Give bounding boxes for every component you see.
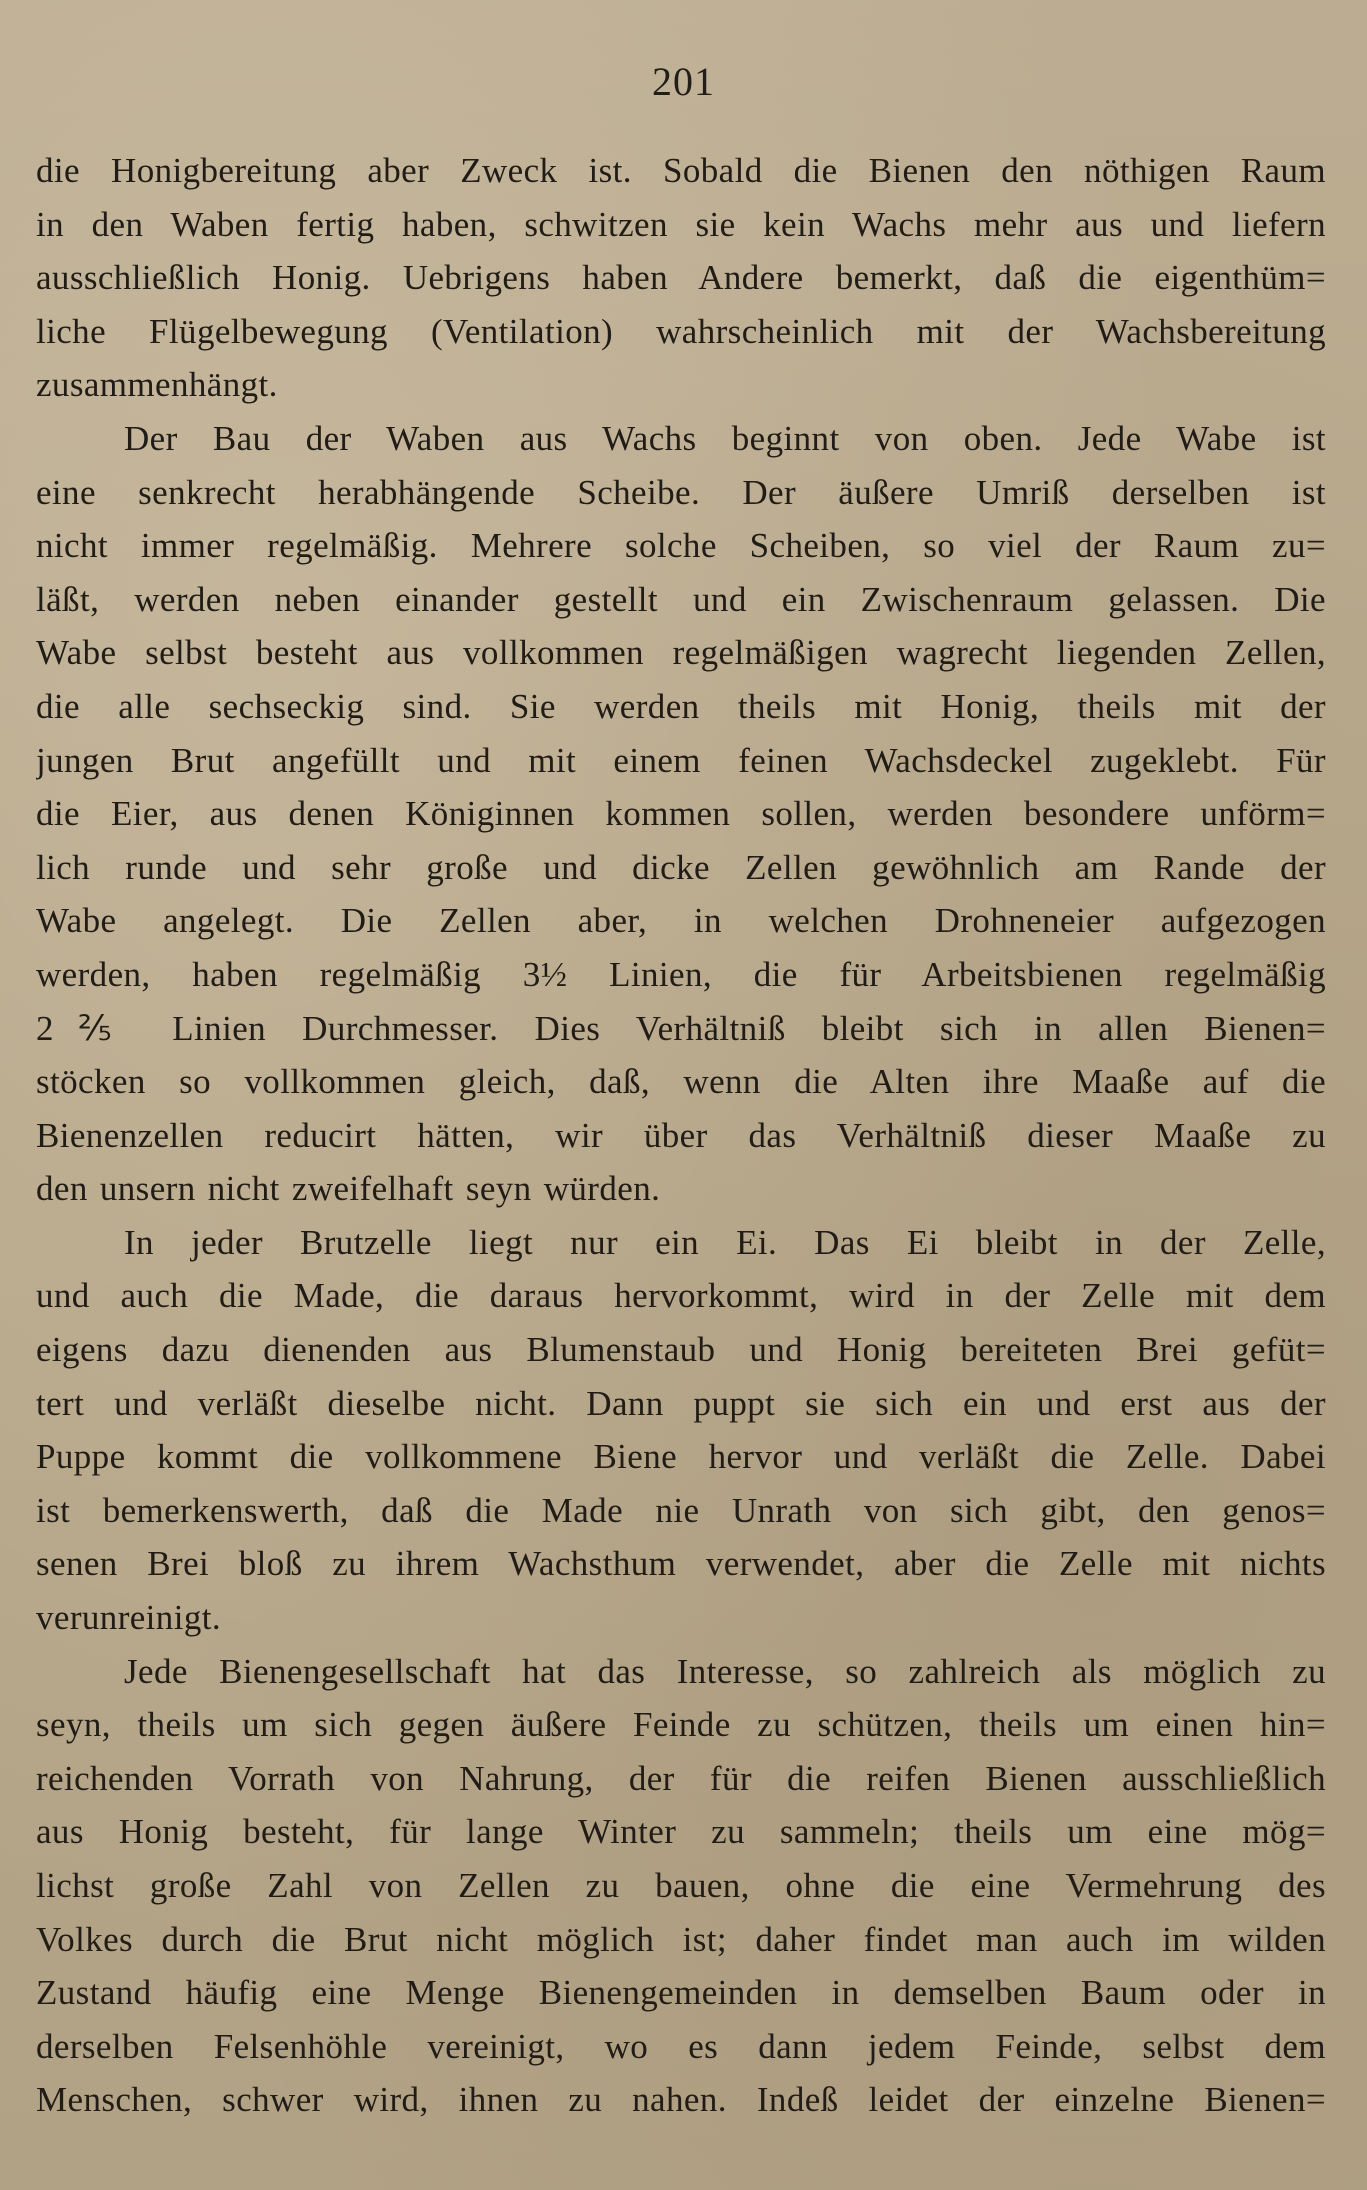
text-line: tert und verläßt dieselbe nicht. Dann puppt sie sich ein und erst aus der xyxy=(36,1383,1326,1423)
text-line: die alle sechseckig sind. Sie werden theils mit Honig, theils mit der xyxy=(36,686,1326,726)
text-line: lichst große Zahl von Zellen zu bauen, ohne die eine Vermehrung des xyxy=(36,1866,1326,1905)
text-line: aus Honig besteht, für lange Winter zu sammeln; theils um eine mög= xyxy=(36,1812,1326,1852)
text-line: derselben Felsenhöhle vereinigt, wo es dann jedem Feinde, selbst dem xyxy=(36,2026,1326,2066)
text-line: Volkes durch die Brut nicht möglich ist; daher findet man auch im wilden xyxy=(36,1919,1326,1959)
text-line: läßt, werden neben einander gestellt und ein Zwischenraum gelassen. Die xyxy=(36,579,1326,619)
text-line: stöcken so vollkommen gleich, daß, wenn die Alten ihre Maaße auf die xyxy=(36,1062,1326,1102)
text-line: In jeder Brutzelle liegt nur ein Ei. Das Ei bleibt in der Zelle, xyxy=(124,1222,1326,1262)
text-line: 2⅖ Linien Durchmesser. Dies Verhältniß bleibt sich in allen Bienen= xyxy=(36,1008,1326,1048)
text-line: verunreinigt. xyxy=(36,1598,222,1638)
text-line: Wabe angelegt. Die Zellen aber, in welchen Drohneneier aufgezogen xyxy=(36,901,1326,941)
text-line: senen Brei bloß zu ihrem Wachsthum verwendet, aber die Zelle mit nichts xyxy=(36,1544,1326,1584)
text-line: die Eier, aus denen Königinnen kommen sollen, werden besondere unförm= xyxy=(36,794,1326,834)
text-line: Der Bau der Waben aus Wachs beginnt von oben. Jede Wabe ist xyxy=(124,418,1326,458)
text-line: eigens dazu dienenden aus Blumenstaub und Honig bereiteten Brei gefüt= xyxy=(36,1330,1326,1370)
text-line: nicht immer regelmäßig. Mehrere solche Scheiben, so viel der Raum zu= xyxy=(36,526,1326,566)
text-line: in den Waben fertig haben, schwitzen sie kein Wachs mehr aus und liefern xyxy=(36,204,1326,244)
text-line: jungen Brut angefüllt und mit einem feinen Wachsdeckel zugeklebt. Für xyxy=(36,740,1326,780)
text-line: lich runde und sehr große und dicke Zellen gewöhnlich am Rande der xyxy=(36,847,1326,887)
text-line: Jede Bienengesellschaft hat das Interesse, so zahlreich als möglich zu xyxy=(124,1651,1326,1691)
text-line: liche Flügelbewegung (Ventilation) wahrscheinlich mit der Wachsbereitung xyxy=(36,311,1326,351)
text-line: Bienenzellen reducirt hätten, wir über das Verhältniß dieser Maaße zu xyxy=(36,1115,1326,1155)
text-line: ausschließlich Honig. Uebrigens haben Andere bemerkt, daß die eigenthüm= xyxy=(36,258,1326,298)
text-line: seyn, theils um sich gegen äußere Feinde zu schützen, theils um einen hin= xyxy=(36,1705,1326,1745)
text-line: zusammenhängt. xyxy=(36,365,278,405)
page-number: 201 xyxy=(652,59,715,104)
text-line: Menschen, schwer wird, ihnen zu nahen. Indeß leidet der einzelne Bienen= xyxy=(36,2080,1326,2120)
text-line: Zustand häufig eine Menge Bienengemeinden in demselben Baum oder in xyxy=(36,1973,1326,2013)
text-line: und auch die Made, die daraus hervorkommt, wird in der Zelle mit dem xyxy=(36,1276,1326,1316)
text-line: Wabe selbst besteht aus vollkommen regelmäßigen wagrecht liegenden Zellen, xyxy=(36,633,1326,673)
text-line: werden, haben regelmäßig 3½ Linien, die für Arbeitsbienen regelmäßig xyxy=(36,954,1326,994)
body-text xyxy=(36,144,1326,2127)
text-line: ist bemerkenswerth, daß die Made nie Unrath von sich gibt, den genos= xyxy=(36,1490,1326,1530)
text-line: reichenden Vorrath von Nahrung, der für die reifen Bienen ausschließlich xyxy=(36,1758,1326,1798)
text-line: Puppe kommt die vollkommene Biene hervor und verläßt die Zelle. Dabei xyxy=(36,1437,1326,1477)
text-line: eine senkrecht herabhängende Scheibe. Der äußere Umriß derselben ist xyxy=(36,472,1326,512)
text-line: den unsern nicht zweifelhaft seyn würden. xyxy=(36,1169,661,1209)
text-line: die Honigbereitung aber Zweck ist. Sobald die Bienen den nöthigen Raum xyxy=(36,151,1326,190)
